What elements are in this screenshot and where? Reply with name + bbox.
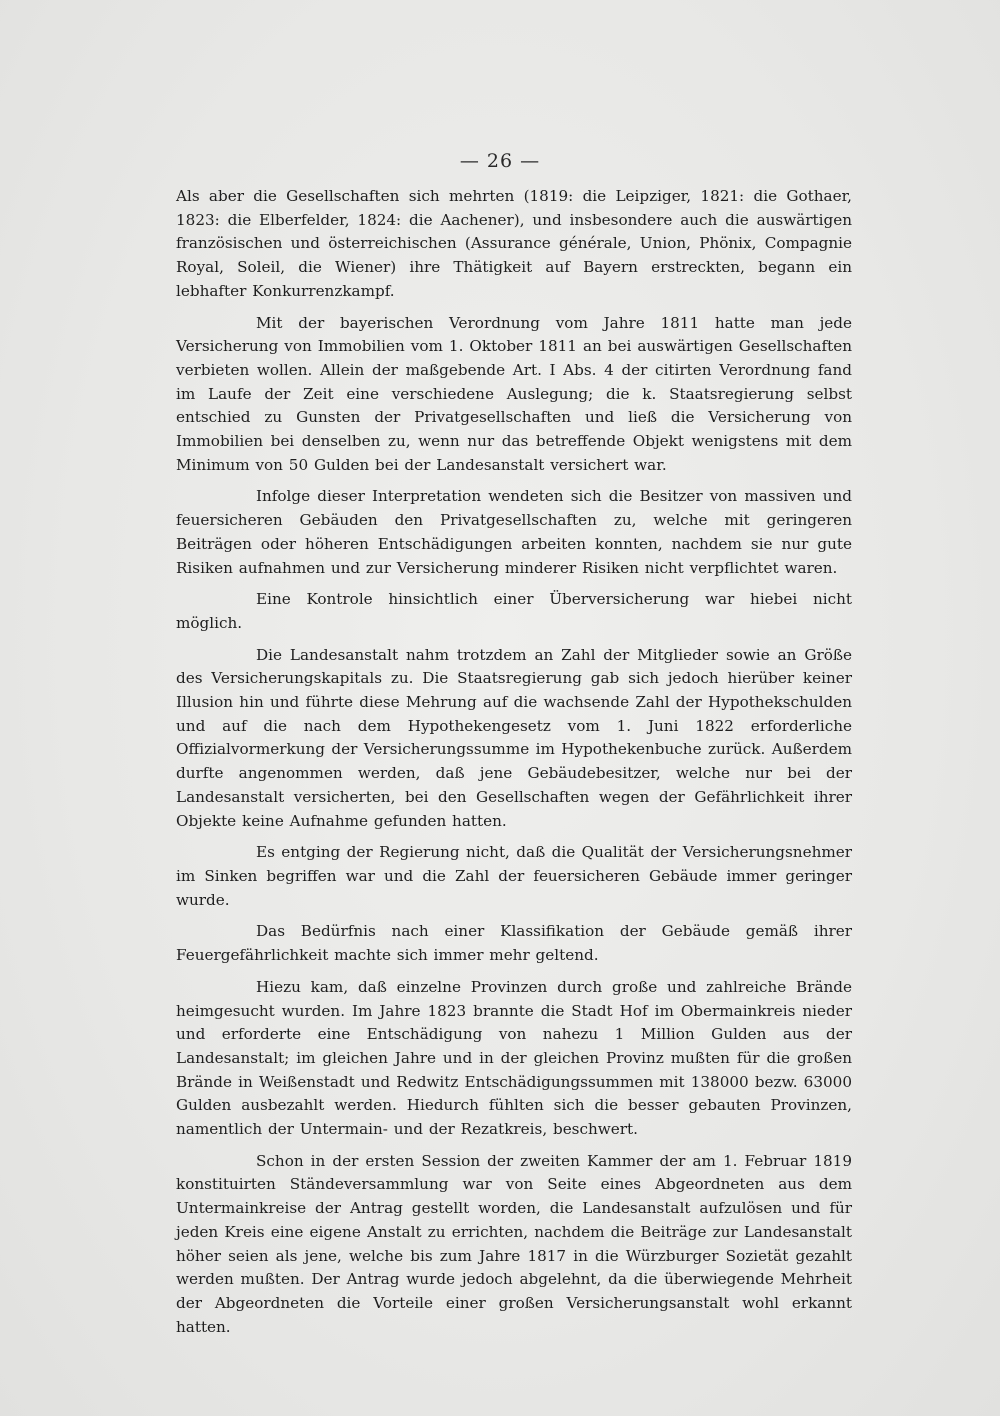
paragraph-session: Schon in der ersten Session der zweiten Kammer der am 1. Februar 1819 konstituirten Ständeversammlung war von Seite eines Abgeordneten aus dem Untermainkreise der Antrag gestellt worden, die Landesanstalt aufzulösen und für jeden Kreis eine eigene Anstalt zu errichten, nachdem die Beiträge zur Landesanstalt höher seien als jene, welche bis zum Jahre 1817 in die Würzburger Sozietät gezahlt werden mußten. Der Antrag wurde jedoch abgelehnt, da die überwiegende Mehrheit der Abgeordneten die Vorteile einer großen Versicherungsanstalt wohl erkannt hatten.: [176, 1151, 852, 1336]
page-number: — 26 —: [459, 150, 541, 172]
paragraph-classification: Das Bedürfnis nach einer Klassifikation der Gebäude gemäß ihrer Feuergefährlichkeit machte sich immer mehr geltend.: [176, 922, 852, 965]
paragraph-competition: Als aber die Gesellschaften sich mehrten (1819: die Leipziger, 1821: die Gothaer, 1823: die Elberfelder, 1824: die Aachener), und insbesondere auch die auswärtigen französischen und österreichischen (Assurance générale, Union, Phönix, Compagnie Royal, Soleil, die Wiener) ihre Thätigkeit auf Bayern erstreckten, begann ein lebhafter Konkurrenzkampf.: [176, 187, 852, 300]
paragraph-quality: Es entging der Regierung nicht, daß die Qualität der Versicherungsnehmer im Sinken begriffen war und die Zahl der feuersicheren Gebäude immer geringer wurde.: [176, 843, 852, 909]
paragraph-growth: Die Landesanstalt nahm trotzdem an Zahl der Mitglieder sowie an Größe des Versicherungskapitals zu. Die Staatsregierung gab sich jedoch hierüber keiner Illusion hin und führte diese Mehrung auf die wachsende Zahl der Hypothekschulden und auf die nach dem Hypothekengesetz vom 1. Juni 1822 erforderliche Offizialvormerkung der Versicherungssumme im Hypothekenbuche zurück. Außerdem durfte angenommen werden, daß jene Gebäudebesitzer, welche nur bei der Landesanstalt versicherten, bei den Gesellschaften wegen der Gefährlichkeit ihrer Objekte keine Aufnahme gefunden hatten.: [176, 645, 852, 830]
body-text: [176, 185, 852, 1347]
paragraph-fires: Hiezu kam, daß einzelne Provinzen durch große und zahlreiche Brände heimgesucht wurden. Im Jahre 1823 brannte die Stadt Hof im Obermainkreis nieder und erforderte eine Entschädigung von nahezu 1 Million Gulden aus der Landesanstalt; im gleichen Jahre und in der gleichen Provinz mußten für die großen Brände in Weißenstadt und Redwitz Entschädigungssummen mit 138000 bezw. 63000 Gulden ausbezahlt werden. Hiedurch fühlten sich die besser gebauten Provinzen, namentlich der Untermain- und der Rezatkreis, beschwert.: [176, 977, 852, 1139]
paragraph-interpretation: Infolge dieser Interpretation wendeten sich die Besitzer von massiven und feuersicheren Gebäuden den Privatgesellschaften zu, welche mit geringeren Beiträgen oder höheren Entschädigungen arbeiten konnten, nachdem sie nur gute Risiken aufnahmen und zur Versicherung minderer Risiken nicht verpflichtet waren.: [176, 487, 852, 577]
paragraph-ordinance-1811: Mit der bayerischen Verordnung vom Jahre 1811 hatte man jede Versicherung von Immobilien vom 1. Oktober 1811 an bei auswärtigen Gesellschaften verbieten wollen. Allein der maßgebende Art. I Abs. 4 der citirten Verordnung fand im Laufe der Zeit eine verschiedene Auslegung; die k. Staatsregierung selbst entschied zu Gunsten der Privatgesellschaften und ließ die Versicherung von Immobilien bei denselben zu, wenn nur das betreffende Objekt wenigstens mit dem Minimum von 50 Gulden bei der Landesanstalt versichert war.: [176, 313, 852, 474]
paragraph-control: Eine Kontrole hinsichtlich einer Überversicherung war hiebei nicht möglich.: [176, 590, 852, 632]
